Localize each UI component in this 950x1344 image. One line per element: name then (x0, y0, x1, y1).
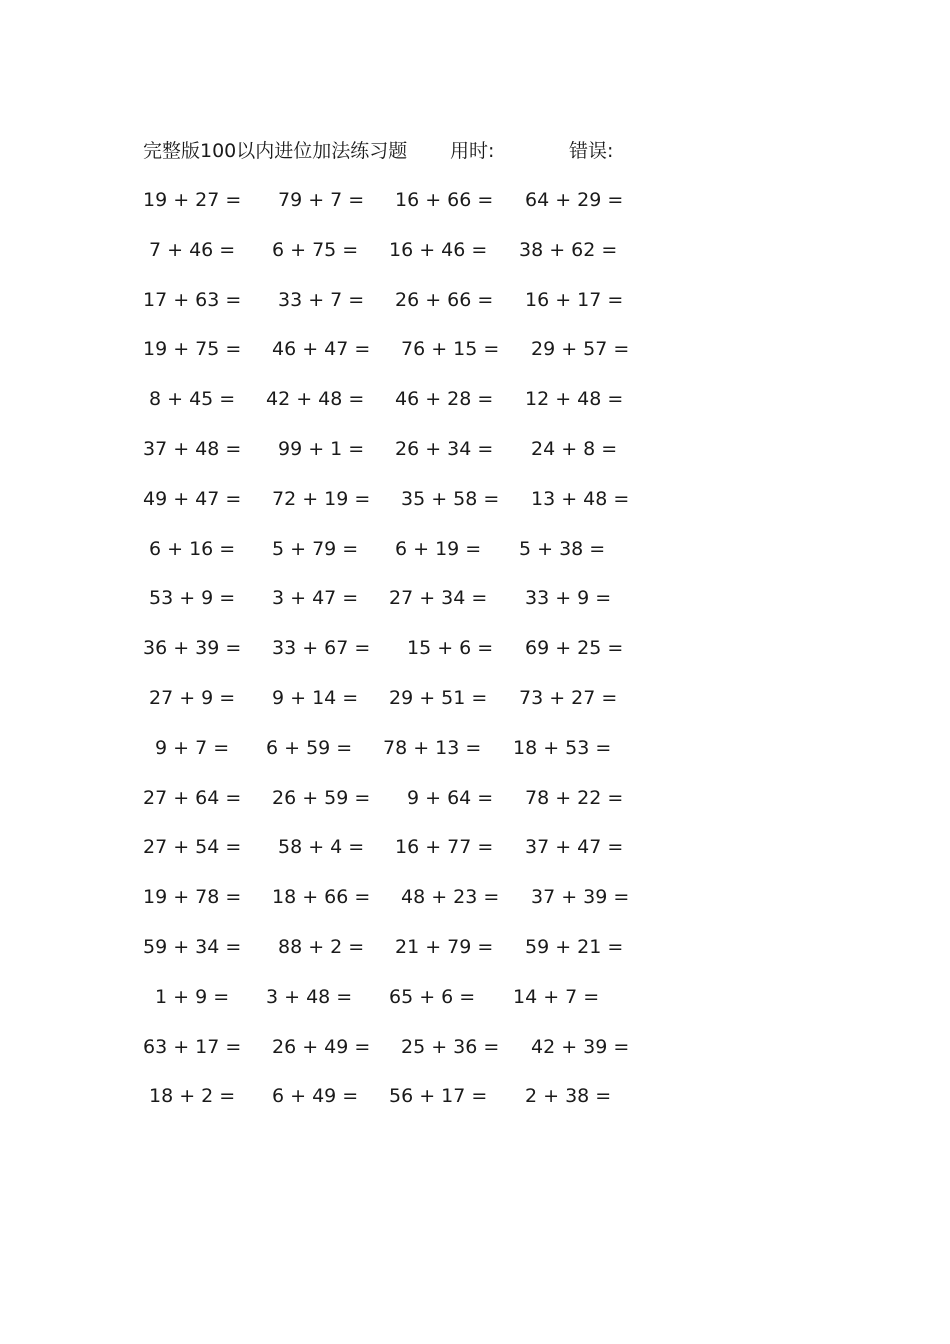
addition-problem: 63 + 17 = (143, 1035, 242, 1058)
addition-problem: 76 + 15 = (401, 338, 500, 361)
addition-problem: 42 + 48 = (266, 388, 365, 411)
addition-problem: 37 + 48 = (143, 437, 242, 460)
addition-problem: 16 + 66 = (395, 189, 494, 211)
addition-problem: 6 + 59 = (266, 736, 353, 759)
addition-problem: 13 + 48 = (531, 487, 630, 510)
addition-problem: 17 + 63 = (143, 288, 242, 311)
problem-row (0, 1033, 950, 1083)
problem-row (0, 933, 950, 983)
addition-problem: 6 + 19 = (395, 537, 482, 560)
addition-problem: 18 + 66 = (272, 886, 371, 909)
problem-row (0, 983, 950, 1033)
addition-problem: 36 + 39 = (143, 637, 242, 660)
addition-problem: 33 + 7 = (278, 288, 365, 311)
addition-problem: 9 + 7 = (155, 736, 230, 759)
addition-problem: 5 + 79 = (272, 537, 359, 560)
addition-problem: 88 + 2 = (278, 935, 365, 958)
addition-problem: 26 + 34 = (395, 437, 494, 460)
addition-problem: 6 + 49 = (272, 1085, 359, 1108)
addition-problem: 16 + 46 = (389, 238, 488, 261)
addition-problem: 99 + 1 = (278, 437, 365, 460)
addition-problem: 64 + 29 = (525, 189, 624, 211)
addition-problem: 37 + 39 = (531, 886, 630, 909)
problem-row (0, 535, 950, 585)
problem-row (0, 584, 950, 634)
problem-row (0, 684, 950, 734)
worksheet-header (143, 137, 663, 165)
addition-problem: 5 + 38 = (519, 537, 606, 560)
addition-problem: 3 + 48 = (266, 985, 353, 1008)
addition-problem: 26 + 49 = (272, 1035, 371, 1058)
addition-problem: 53 + 9 = (149, 587, 236, 610)
addition-problem: 56 + 17 = (389, 1085, 488, 1108)
problem-row (0, 435, 950, 485)
problem-row (0, 485, 950, 535)
addition-problem: 29 + 57 = (531, 338, 630, 361)
addition-problem: 79 + 7 = (278, 189, 365, 211)
addition-problem: 49 + 47 = (143, 487, 242, 510)
addition-problem: 7 + 46 = (149, 238, 236, 261)
problem-row (0, 1082, 950, 1132)
addition-problem: 1 + 9 = (155, 985, 230, 1008)
addition-problem: 18 + 53 = (513, 736, 612, 759)
addition-problem: 73 + 27 = (519, 686, 618, 709)
addition-problem: 78 + 22 = (525, 786, 624, 809)
addition-problem: 25 + 36 = (401, 1035, 500, 1058)
time-label: 用时: (450, 140, 495, 162)
errors-label: 错误: (569, 140, 614, 162)
problem-row (0, 236, 950, 286)
addition-problem: 18 + 2 = (149, 1085, 236, 1108)
addition-problem: 6 + 75 = (272, 238, 359, 261)
addition-problem: 46 + 28 = (395, 388, 494, 411)
addition-problem: 8 + 45 = (149, 388, 236, 411)
problem-grid (0, 186, 950, 1132)
addition-problem: 3 + 47 = (272, 587, 359, 610)
addition-problem: 72 + 19 = (272, 487, 371, 510)
problem-row (0, 286, 950, 336)
addition-problem: 48 + 23 = (401, 886, 500, 909)
addition-problem: 2 + 38 = (525, 1085, 612, 1108)
addition-problem: 59 + 34 = (143, 935, 242, 958)
addition-problem: 6 + 16 = (149, 537, 236, 560)
addition-problem: 26 + 59 = (272, 786, 371, 809)
addition-problem: 16 + 17 = (525, 288, 624, 311)
addition-problem: 24 + 8 = (531, 437, 618, 460)
addition-problem: 19 + 75 = (143, 338, 242, 361)
addition-problem: 12 + 48 = (525, 388, 624, 411)
addition-problem: 59 + 21 = (525, 935, 624, 958)
problem-row (0, 883, 950, 933)
worksheet-title: 完整版100以内进位加法练习题 (143, 140, 408, 162)
addition-problem: 16 + 77 = (395, 836, 494, 859)
addition-problem: 65 + 6 = (389, 985, 476, 1008)
problem-row (0, 186, 950, 236)
addition-problem: 38 + 62 = (519, 238, 618, 261)
problem-row (0, 734, 950, 784)
problem-row (0, 335, 950, 385)
addition-problem: 42 + 39 = (531, 1035, 630, 1058)
addition-problem: 46 + 47 = (272, 338, 371, 361)
addition-problem: 69 + 25 = (525, 637, 624, 660)
addition-problem: 9 + 14 = (272, 686, 359, 709)
problem-row (0, 385, 950, 435)
addition-problem: 78 + 13 = (383, 736, 482, 759)
addition-problem: 27 + 9 = (149, 686, 236, 709)
addition-problem: 33 + 9 = (525, 587, 612, 610)
addition-problem: 14 + 7 = (513, 985, 600, 1008)
addition-problem: 27 + 54 = (143, 836, 242, 859)
addition-problem: 35 + 58 = (401, 487, 500, 510)
addition-problem: 27 + 64 = (143, 786, 242, 809)
problem-row (0, 833, 950, 883)
addition-problem: 19 + 78 = (143, 886, 242, 909)
addition-problem: 19 + 27 = (143, 189, 242, 211)
addition-problem: 58 + 4 = (278, 836, 365, 859)
addition-problem: 29 + 51 = (389, 686, 488, 709)
addition-problem: 15 + 6 = (407, 637, 494, 660)
problem-row (0, 634, 950, 684)
problem-row (0, 784, 950, 834)
addition-problem: 21 + 79 = (395, 935, 494, 958)
addition-problem: 37 + 47 = (525, 836, 624, 859)
addition-problem: 26 + 66 = (395, 288, 494, 311)
addition-problem: 27 + 34 = (389, 587, 488, 610)
addition-problem: 9 + 64 = (407, 786, 494, 809)
addition-problem: 33 + 67 = (272, 637, 371, 660)
